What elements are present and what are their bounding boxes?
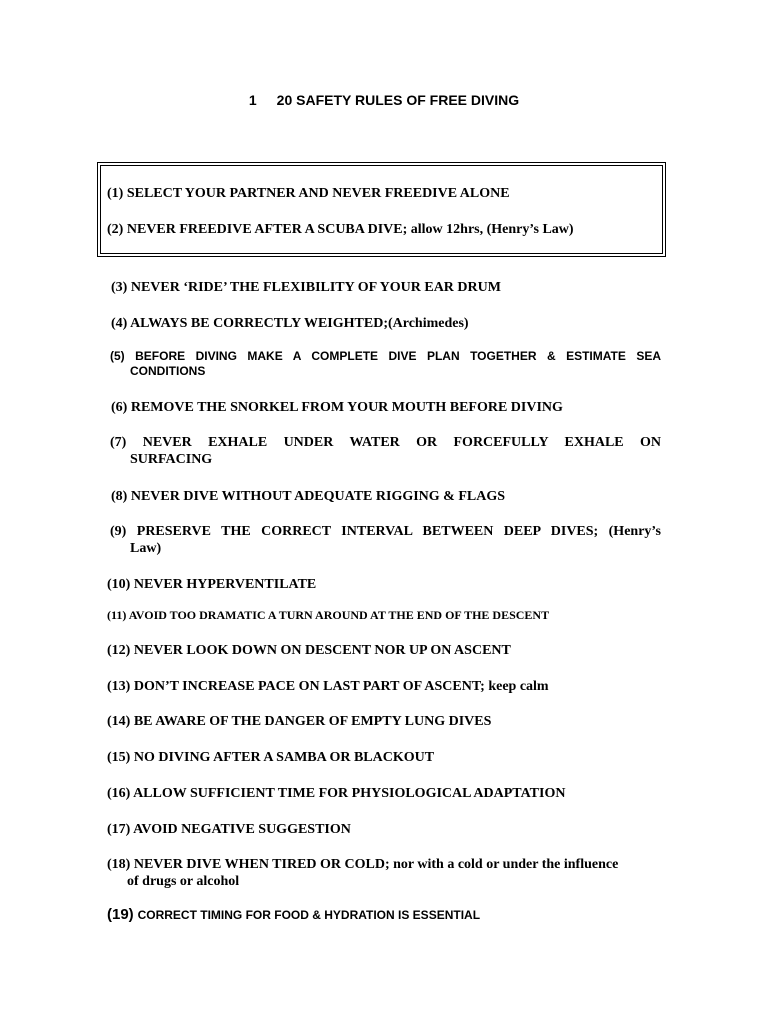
rule-16: (16) ALLOW SUFFICIENT TIME FOR PHYSIOLOGICAL ADAPTATION — [107, 786, 566, 801]
rule-8: (8) NEVER DIVE WITHOUT ADEQUATE RIGGING & FLAGS — [111, 489, 506, 504]
rule-19: (19) CORRECT TIMING FOR FOOD & HYDRATION IS ESSENTIAL — [107, 906, 481, 923]
rule-13: (13) DON’T INCREASE PACE ON LAST PART OF ASCENT; keep calm — [107, 679, 549, 694]
rule-9: (9) PRESERVE THE CORRECT INTERVAL BETWEEN DEEP DIVES; (Henry’s Law) — [110, 524, 661, 556]
rule-6: (6) REMOVE THE SNORKEL FROM YOUR MOUTH BEFORE DIVING — [111, 400, 563, 415]
rule-2: (2) NEVER FREEDIVE AFTER A SCUBA DIVE; allow 12hrs, (Henry’s Law) — [107, 222, 574, 237]
rule-17: (17) AVOID NEGATIVE SUGGESTION — [107, 822, 351, 837]
rule-3: (3) NEVER ‘RIDE’ THE FLEXIBILITY OF YOUR EAR DRUM — [111, 280, 501, 295]
rule-10: (10) NEVER HYPERVENTILATE — [107, 577, 317, 592]
rule-1: (1) SELECT YOUR PARTNER AND NEVER FREEDIVE ALONE — [107, 186, 510, 201]
rule-18: (18) NEVER DIVE WHEN TIRED OR COLD; nor with a cold or under the influence of drugs or alcohol — [107, 857, 619, 889]
rule-15: (15) NO DIVING AFTER A SAMBA OR BLACKOUT — [107, 750, 435, 765]
rule-11: (11) AVOID TOO DRAMATIC A TURN AROUND AT THE END OF THE DESCENT — [107, 608, 550, 622]
rule-7: (7) NEVER EXHALE UNDER WATER OR FORCEFULLY EXHALE ON SURFACING — [110, 435, 662, 467]
rule-5: (5) BEFORE DIVING MAKE A COMPLETE DIVE PLAN TOGETHER & ESTIMATE SEA CONDITIONS — [110, 349, 661, 378]
section-number: 1 — [248, 92, 257, 108]
highlight-box — [97, 162, 666, 257]
page-title — [0, 92, 768, 108]
rule-4: (4) ALWAYS BE CORRECTLY WEIGHTED;(Archimedes) — [111, 316, 469, 331]
rule-12: (12) NEVER LOOK DOWN ON DESCENT NOR UP ON ASCENT — [107, 643, 511, 658]
title-text: 20 SAFETY RULES OF FREE DIVING — [276, 92, 520, 108]
rule-14: (14) BE AWARE OF THE DANGER OF EMPTY LUNG DIVES — [107, 714, 492, 729]
